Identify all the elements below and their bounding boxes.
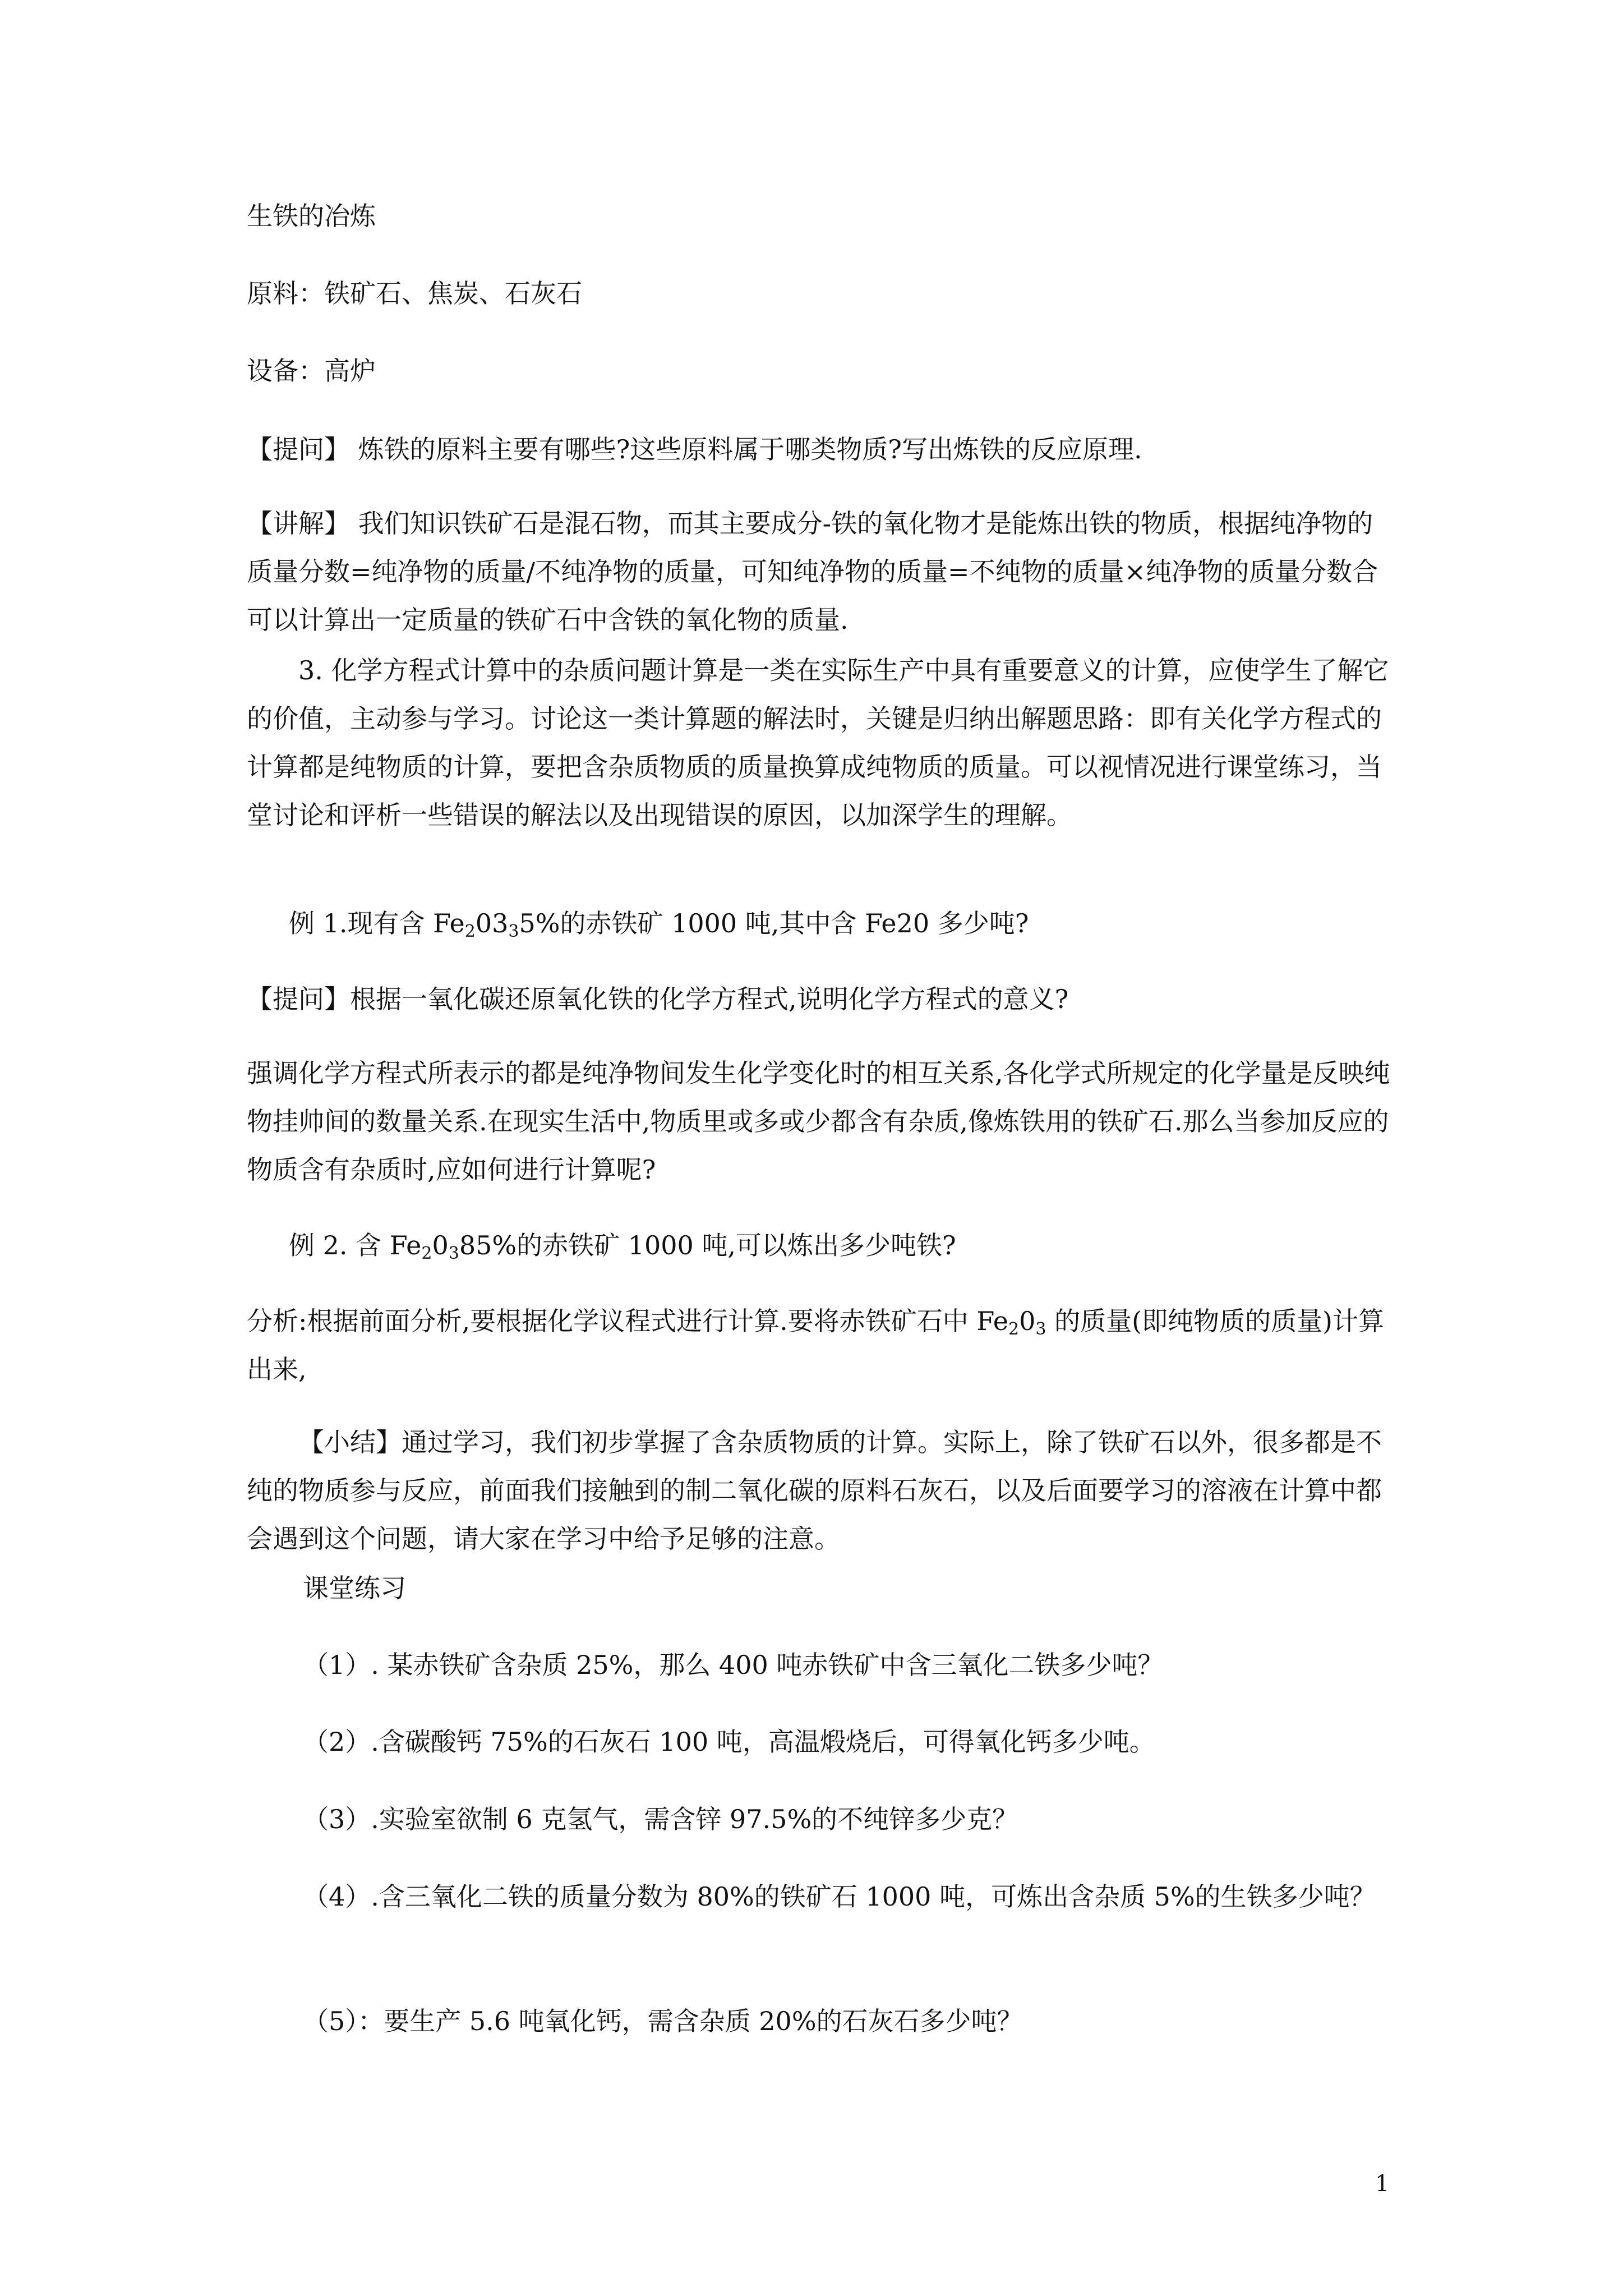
analysis-text-c: 的质量(即纯物质的质量)计算出来,	[247, 1306, 1384, 1384]
question-paragraph-1: 【提问】 炼铁的原料主要有哪些?这些原料属于哪类物质?写出炼铁的反应原理.	[247, 434, 1142, 464]
analysis-paragraph	[247, 1297, 1391, 1393]
section-title: 生铁的冶炼	[247, 201, 376, 231]
exercise-item-3: （3）.实验室欲制 6 克氢气，需含锌 97.5%的不纯锌多少克？	[303, 1804, 1018, 1834]
summary-paragraph: 【小结】通过学习，我们初步掌握了含杂质物质的计算。实际上，除了铁矿石以外，很多都是不纯的物质参与反应，前面我们接触到的制二氧化碳的原料石灰石，以及后面要学习的溶液在计算中都会遇到这个问题，请大家在学习中给予足够的注意。	[247, 1427, 1382, 1554]
equipment-line: 设备：高炉	[247, 356, 376, 386]
exercise-item-2: （2）.含碳酸钙 75%的石灰石 100 吨，高温煅烧后，可得氧化钙多少吨。	[303, 1727, 1155, 1757]
example-1-subscript-b: 3	[508, 922, 519, 941]
materials-line: 原料：铁矿石、焦炭、石灰石	[247, 278, 582, 309]
example-1-text-b: 03	[475, 908, 509, 938]
example-2-text-c: 85%的赤铁矿 1000 吨,可以炼出多少吨铁?	[459, 1230, 956, 1260]
emphasis-paragraph: 强调化学方程式所表示的都是纯净物间发生化学变化时的相互关系,各化学式所规定的化学量是反映纯物挂帅间的数量关系.在现实生活中,物质里或多或少都含有杂质,像炼铁用的铁矿石.那么当参加反应的物质含有杂质时,应如何进行计算呢?	[247, 1058, 1390, 1185]
example-1-text-a: 例 1.现有含 Fe	[289, 908, 465, 938]
page-number: 1	[1375, 2171, 1390, 2197]
exercise-item-4: （4）.含三氧化二铁的质量分数为 80%的铁矿石 1000 吨，可炼出含杂质 5%的生铁多少吨？	[303, 1881, 1376, 1912]
exercise-item-5: （5）：要生产 5.6 吨氧化钙，需含杂质 20%的石灰石多少吨？	[303, 2006, 1023, 2036]
example-1-subscript-a: 2	[464, 922, 476, 941]
example-2	[289, 1221, 1391, 1269]
example-2-subscript-b: 3	[448, 1244, 459, 1263]
example-2-text-a: 例 2. 含 Fe	[289, 1230, 422, 1260]
exercise-item-1: （1）. 某赤铁矿含杂质 25%，那么 400 吨赤铁矿中含三氧化二铁多少吨？	[303, 1650, 1164, 1680]
analysis-subscript-b: 3	[1035, 1319, 1046, 1339]
question-paragraph-2: 【提问】根据一氧化碳还原氧化铁的化学方程式,说明化学方程式的意义?	[247, 984, 1069, 1014]
example-2-text-b: 0	[432, 1230, 449, 1260]
example-1	[289, 899, 1391, 947]
exercise-heading: 课堂练习	[303, 1573, 406, 1603]
analysis-subscript-a: 2	[1008, 1319, 1020, 1339]
example-1-text-c: 5%的赤铁矿 1000 吨,其中含 Fe20 多少吨?	[519, 908, 1029, 938]
analysis-text-b: 0	[1019, 1306, 1036, 1336]
point-3-paragraph: 3. 化学方程式计算中的杂质问题计算是一类在实际生产中具有重要意义的计算，应使学生了解它的价值，主动参与学习。讨论这一类计算题的解法时，关键是归纳出解题思路：即有关化学方程式的计算都是纯物质的计算，要把含杂质物质的质量换算成纯物质的质量。可以视情况进行课堂练习，当堂讨论和评析一些错误的解法以及出现错误的原因，以加深学生的理解。	[247, 655, 1389, 830]
example-2-subscript-a: 2	[421, 1244, 432, 1263]
lecture-paragraph: 【讲解】 我们知识铁矿石是混石物，而其主要成分-铁的氧化物才是能炼出铁的物质，根据纯净物的质量分数=纯净物的质量/不纯净物的质量，可知纯净物的质量=不纯物的质量×纯净物的质量分数合可以计算出一定质量的铁矿石中含铁的氧化物的质量.	[247, 508, 1378, 635]
analysis-text-a: 分析:根据前面分析,要根据化学议程式进行计算.要将赤铁矿石中 Fe	[247, 1306, 1008, 1336]
